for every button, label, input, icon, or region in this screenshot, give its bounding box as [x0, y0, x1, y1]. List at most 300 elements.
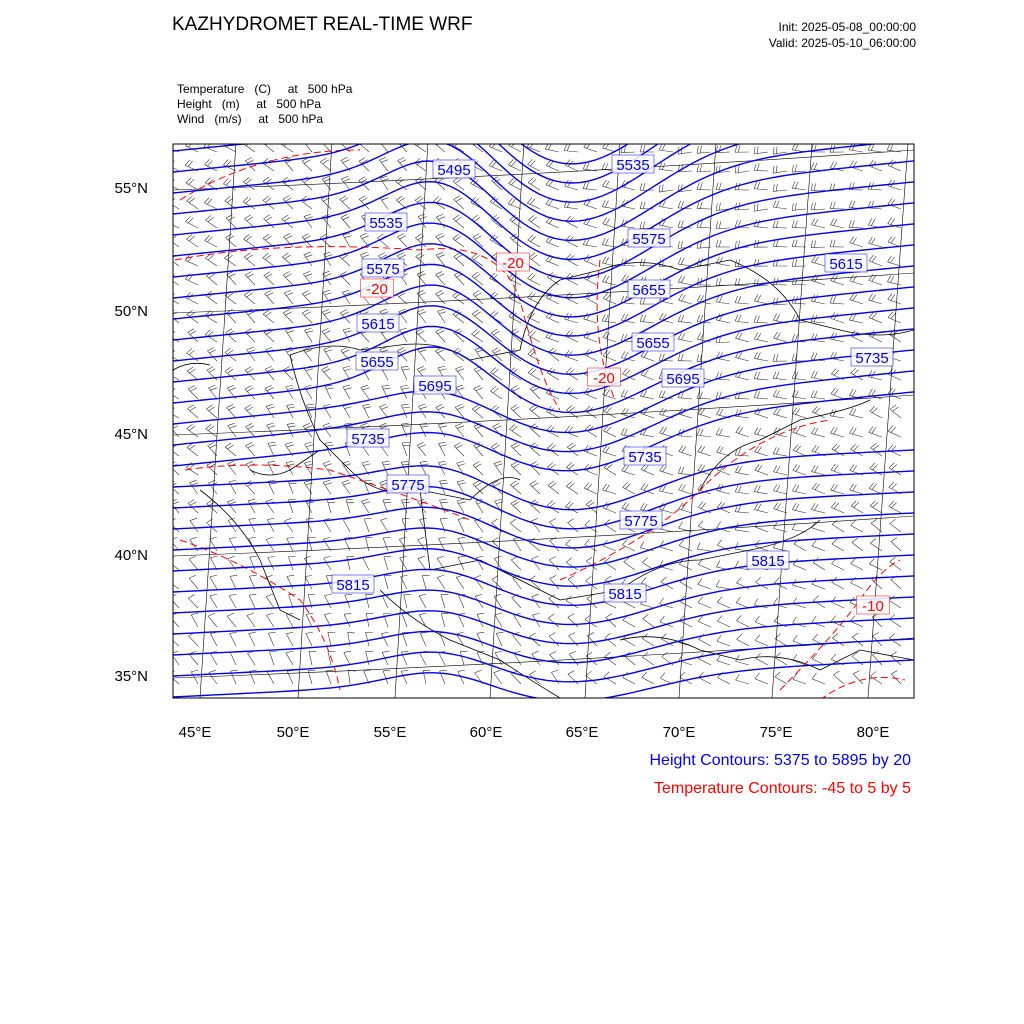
wind-barb: [850, 484, 863, 494]
wind-barb: [440, 632, 447, 646]
wind-barb: [343, 328, 352, 342]
wind-barb: [383, 537, 390, 551]
wind-barb: [754, 372, 768, 380]
wind-barb: [266, 594, 274, 608]
wind-barb: [773, 390, 787, 399]
wind-barb: [380, 176, 389, 190]
wind-barb: [306, 404, 314, 418]
wind-barb: [244, 291, 255, 304]
wind-barb: [208, 480, 217, 494]
wind-barb: [436, 404, 445, 418]
svg-text:5575: 5575: [366, 261, 400, 278]
wind-barb: [440, 480, 448, 494]
wind-barb: [435, 348, 445, 361]
wind-barb: [436, 252, 445, 266]
wind-barb: [457, 499, 466, 513]
wind-barb: [283, 272, 293, 285]
wind-barb: [831, 484, 844, 494]
wind-barb: [547, 406, 559, 418]
wind-barb: [343, 518, 350, 532]
wind-barb: [263, 234, 274, 247]
wind-barb: [416, 329, 426, 342]
wind-barb: [792, 484, 806, 494]
wind-barb: [754, 204, 768, 212]
wind-barb: [811, 183, 825, 190]
wind-barb: [830, 240, 844, 247]
wind-barb: [321, 138, 331, 152]
height-contour-label: [433, 160, 475, 179]
wind-barb: [308, 537, 315, 551]
wind-barb: [793, 579, 806, 589]
wind-barb: [564, 144, 578, 152]
wind-barb: [602, 257, 616, 266]
wind-barb: [420, 632, 427, 646]
wind-barb: [697, 202, 711, 209]
wind-barb: [548, 481, 559, 494]
wind-barb: [529, 253, 540, 266]
wind-barb: [228, 518, 236, 532]
wind-barb: [603, 389, 616, 399]
height-contour-label: [628, 280, 670, 299]
wind-barb: [716, 580, 730, 589]
wind-barb: [230, 651, 237, 665]
wind-barb: [323, 480, 332, 494]
wind-barb: [268, 632, 275, 646]
wind-barb: [888, 426, 901, 437]
wind-barb: [736, 674, 749, 684]
wind-barb: [265, 290, 274, 304]
wind-barb: [490, 292, 502, 304]
wind-barb: [754, 295, 768, 304]
wind-barb: [186, 234, 198, 247]
wind-barb: [755, 540, 768, 551]
wind-barb: [697, 428, 711, 437]
wind-barb: [773, 147, 787, 155]
wind-barb: [417, 271, 426, 285]
wind-barb: [473, 462, 483, 475]
wind-barb: [418, 556, 426, 570]
wind-barb: [659, 184, 673, 192]
wind-barb: [642, 652, 654, 665]
wind-barb: [226, 234, 236, 247]
wind-barb: [187, 424, 198, 437]
wind-barb: [678, 257, 692, 266]
wind-barb: [306, 518, 313, 532]
wind-barb: [284, 290, 293, 304]
wind-barb: [302, 234, 312, 247]
wind-barb: [717, 597, 730, 608]
wind-barb: [245, 423, 255, 437]
wind-barb: [472, 310, 483, 323]
height-contour: [163, 118, 923, 221]
wind-barb: [679, 540, 692, 551]
variable-list: [177, 82, 352, 127]
wind-barb: [717, 616, 730, 627]
wind-barb: [244, 139, 255, 152]
height-contour-label: [362, 259, 404, 278]
wind-barb: [679, 294, 692, 304]
wind-barb: [490, 368, 502, 380]
wind-barb: [322, 328, 331, 342]
wind-barb: [381, 632, 388, 646]
wind-barb: [890, 557, 901, 570]
wind-barb: [850, 294, 863, 304]
wind-barb: [379, 157, 388, 171]
wind-barb: [830, 218, 844, 228]
wind-barb: [190, 518, 198, 532]
wind-barb: [603, 350, 616, 361]
wind-barb: [188, 595, 198, 608]
wind-barb: [755, 616, 768, 627]
wind-barb: [230, 632, 237, 646]
wind-barb: [735, 145, 749, 152]
wind-barb: [472, 272, 483, 285]
wind-barb: [400, 328, 409, 342]
wind-barb: [527, 312, 540, 323]
wind-barb: [401, 366, 409, 380]
wind-barb: [420, 423, 429, 437]
wind-barb: [438, 423, 447, 437]
wind-barb: [170, 499, 179, 513]
wind-barb: [887, 275, 901, 285]
wind-barb: [266, 537, 274, 551]
wind-barb: [268, 442, 277, 456]
wind-barb: [249, 632, 256, 646]
lon-label: 80°E: [856, 724, 890, 741]
lat-label: 45°N: [114, 426, 148, 443]
wind-barb: [546, 388, 559, 399]
wind-barb: [792, 165, 806, 172]
wind-barb: [326, 670, 333, 684]
wind-barb: [529, 215, 540, 228]
wind-barb: [680, 672, 692, 684]
wind-barb: [530, 500, 540, 513]
svg-text:5735: 5735: [855, 350, 889, 367]
wind-barb: [247, 651, 255, 665]
wind-barb: [267, 518, 274, 532]
wind-barb: [547, 272, 559, 285]
wind-barb: [888, 198, 901, 209]
wind-barb: [869, 312, 882, 323]
wind-barb: [205, 311, 217, 323]
wind-barb: [417, 442, 426, 456]
wind-barb: [888, 312, 901, 323]
wind-barb: [227, 461, 236, 475]
wind-barb: [774, 598, 787, 608]
wind-barb: [754, 164, 768, 171]
wind-barb: [659, 163, 673, 171]
wind-barb: [419, 518, 426, 532]
wind-barb: [659, 219, 673, 228]
wind-barb: [754, 315, 768, 323]
wind-barb: [286, 385, 295, 399]
svg-text:5535: 5535: [369, 215, 403, 232]
lon-label: 75°E: [759, 724, 793, 741]
height-contour-label: [632, 333, 674, 352]
wind-barb: [227, 404, 236, 418]
svg-text:-20: -20: [502, 255, 524, 272]
wind-barb: [870, 539, 882, 551]
wind-barb: [210, 537, 217, 551]
wind-barb: [754, 485, 768, 494]
height-contour: [163, 202, 923, 298]
meridian-line: [395, 104, 430, 698]
wind-barb: [793, 408, 806, 418]
wind-barb: [441, 614, 448, 627]
wind-barb: [640, 183, 654, 190]
wind-barb: [584, 445, 597, 456]
wind-barb: [530, 443, 540, 456]
wind-barb: [289, 594, 296, 608]
wind-barb: [210, 594, 217, 608]
height-contour: [163, 328, 923, 413]
wind-barb: [494, 461, 503, 475]
wind-barb: [347, 556, 354, 570]
wind-barb: [549, 556, 559, 570]
wind-barb: [168, 557, 179, 570]
wind-barb: [660, 427, 673, 437]
wind-barb: [565, 501, 578, 513]
wind-barb: [793, 617, 806, 627]
wind-barb: [227, 613, 236, 627]
wind-barb: [210, 632, 217, 646]
wind-barb: [623, 482, 635, 494]
wind-barb: [812, 256, 825, 266]
wind-barb: [205, 254, 217, 266]
wind-barb: [263, 196, 274, 209]
wind-barb: [736, 597, 749, 608]
wind-barb: [793, 445, 806, 456]
wind-barb: [284, 518, 293, 532]
wind-barb: [775, 653, 787, 665]
wind-barb: [585, 615, 597, 627]
wind-barb: [755, 464, 768, 475]
wind-barb: [812, 522, 825, 532]
wind-barb: [285, 328, 294, 342]
wind-barb: [888, 293, 901, 304]
wind-barb: [603, 293, 616, 304]
wind-barb: [831, 464, 844, 475]
wind-barb: [811, 218, 825, 228]
wind-barb: [812, 616, 825, 627]
wind-barb: [792, 503, 806, 513]
wind-barb: [266, 613, 274, 627]
wind-barb: [605, 557, 616, 570]
wind-barb: [583, 182, 597, 190]
wind-barb: [304, 328, 313, 342]
height-legend: Height Contours: 5375 to 5895 by 20: [649, 752, 911, 769]
wind-barb: [547, 368, 559, 380]
wind-barb: [851, 558, 863, 570]
lat-label: 40°N: [114, 547, 148, 564]
wind-barb: [716, 240, 730, 247]
wind-barb: [812, 654, 825, 665]
wind-barb: [323, 404, 332, 418]
svg-text:5695: 5695: [666, 371, 700, 388]
wind-barb: [793, 464, 806, 475]
wind-barb: [565, 180, 578, 190]
wind-barb: [586, 671, 597, 684]
wind-barb: [366, 537, 373, 551]
wind-barb: [474, 385, 483, 399]
wind-barb: [851, 520, 863, 532]
wind-barb: [735, 485, 749, 494]
wind-barb: [584, 349, 597, 361]
wind-barb: [697, 183, 711, 190]
wind-barb: [436, 271, 445, 285]
wind-barb: [438, 309, 447, 323]
wind-barb: [509, 425, 521, 437]
contour-labels: [332, 155, 893, 615]
wind-barb: [774, 332, 787, 342]
height-contour-label: [851, 348, 893, 367]
wind-barb: [773, 541, 787, 551]
wind-barb: [659, 143, 673, 152]
wind-barb: [320, 158, 331, 171]
wind-barb: [889, 501, 901, 513]
wind-barb: [205, 235, 217, 247]
wind-barb: [510, 519, 521, 532]
svg-text:5735: 5735: [351, 431, 385, 448]
wind-barb: [568, 576, 578, 589]
wind-barb: [439, 442, 448, 456]
wind-barb: [698, 446, 711, 456]
wind-barb: [888, 256, 901, 266]
wind-barb: [361, 499, 370, 513]
wind-barb: [435, 290, 445, 304]
wind-barb: [399, 537, 407, 551]
wind-barb: [250, 556, 257, 570]
lon-label: 70°E: [662, 724, 696, 741]
wind-barb: [226, 310, 236, 323]
run-times: [769, 19, 916, 51]
wind-barb: [773, 465, 787, 475]
wind-barb: [348, 670, 355, 684]
wind-barb: [363, 404, 372, 418]
wind-barb: [621, 220, 635, 228]
wind-barb: [550, 651, 559, 665]
wind-barb: [455, 366, 464, 380]
wind-barb: [773, 522, 787, 532]
wind-barb: [287, 670, 294, 684]
wind-barb: [325, 385, 334, 399]
wind-barb: [266, 404, 275, 418]
wind-barb: [402, 613, 409, 627]
wind-barb: [888, 369, 901, 380]
wind-barb: [602, 200, 616, 209]
wind-barb: [660, 465, 673, 475]
wind-barb: [189, 556, 198, 570]
wind-barb: [343, 385, 352, 399]
wind-barb: [698, 559, 711, 570]
meridian-line: [490, 104, 526, 698]
wind-barb: [586, 500, 597, 513]
wind-barb: [887, 143, 901, 152]
wind-barb: [773, 221, 787, 228]
wind-barb: [323, 423, 332, 437]
wind-barb: [830, 296, 844, 304]
valid-time: Valid: 2025-05-10_06:00:00: [768, 36, 916, 50]
wind-barb: [264, 272, 274, 285]
wind-barb: [287, 404, 296, 418]
wind-barb: [830, 352, 844, 361]
wind-barb: [249, 575, 256, 589]
wind-barb: [891, 671, 901, 684]
wind-barb: [775, 672, 787, 684]
wind-barb: [584, 483, 597, 494]
wind-barb: [187, 196, 198, 209]
wind-barb: [490, 197, 502, 209]
wind-barb: [792, 143, 806, 152]
variable-height: Height (m) at 500 hPa: [177, 97, 322, 111]
wind-barb: [188, 329, 198, 342]
wind-barb: [566, 482, 578, 494]
wind-barb: [832, 577, 844, 589]
wind-barb: [454, 196, 464, 209]
wind-barb: [716, 278, 730, 285]
svg-text:5535: 5535: [616, 157, 650, 174]
wind-barb: [622, 465, 635, 475]
wind-barb: [735, 165, 749, 173]
height-contour-label: [365, 213, 407, 232]
country-borders: [173, 260, 914, 698]
wind-barb: [568, 519, 578, 532]
svg-text:5735: 5735: [628, 449, 662, 466]
meridian-line: [585, 104, 622, 698]
lat-label: 55°N: [114, 180, 148, 197]
height-contour: [163, 265, 923, 355]
wind-barb: [869, 237, 882, 247]
wind-barb: [811, 371, 825, 380]
wind-barb: [188, 632, 198, 646]
height-contour: [163, 618, 923, 663]
wind-barb: [509, 178, 521, 190]
wind-barb: [716, 221, 730, 228]
wind-barb: [678, 467, 692, 475]
wind-barb: [384, 556, 391, 570]
svg-text:5695: 5695: [418, 378, 452, 395]
wind-barb: [735, 505, 749, 513]
height-contour-label: [332, 575, 374, 594]
wind-barb: [441, 594, 448, 608]
height-contour: [163, 349, 923, 432]
wind-barb: [283, 310, 293, 323]
height-contour: [163, 223, 923, 317]
wind-barb: [418, 214, 427, 228]
wind-barb: [890, 519, 901, 532]
wind-barb: [245, 442, 255, 456]
wind-barb: [265, 347, 274, 361]
map-frame: [173, 144, 914, 698]
wind-barb: [404, 594, 411, 608]
wind-barb: [566, 463, 578, 475]
wind-barb: [228, 423, 237, 437]
wind-barb: [831, 558, 844, 570]
wind-barb: [286, 651, 293, 665]
wind-barb: [737, 634, 749, 646]
wind-barb: [754, 391, 768, 399]
wind-barb: [188, 386, 198, 399]
wind-barb: [621, 259, 635, 266]
wind-barb: [489, 141, 502, 152]
wind-barb: [306, 613, 313, 627]
wind-barb: [603, 142, 616, 152]
wind-barb: [511, 462, 521, 475]
variable-wind: Wind (m/s) at 500 hPa: [177, 112, 324, 126]
temperature-contour: [180, 150, 360, 200]
wind-barb: [890, 405, 901, 418]
lon-label: 60°E: [469, 724, 503, 741]
